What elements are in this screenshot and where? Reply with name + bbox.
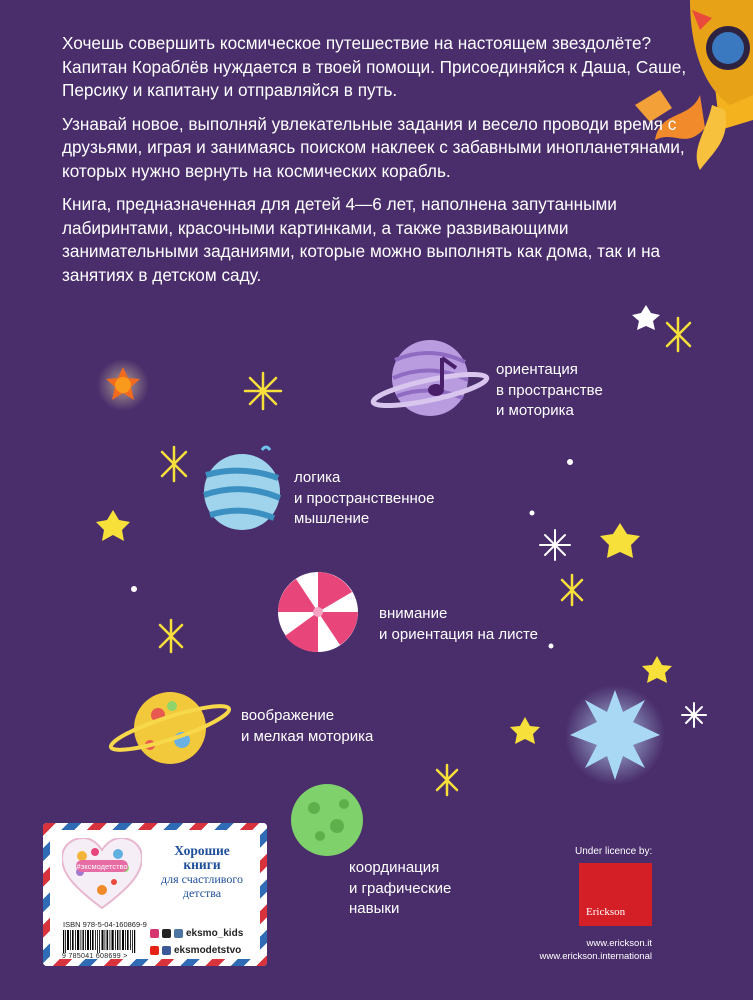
skill-orientation-label: ориентация в пространстве и моторика <box>496 361 603 419</box>
striped-planet-icon <box>204 447 280 530</box>
social-handle: eksmodetstvo <box>174 945 242 956</box>
barcode-number: 9 785041 608699 > <box>62 953 128 960</box>
badge-title-line: детства <box>182 886 222 900</box>
facebook-icon <box>162 946 171 955</box>
skill-imagination-label: воображение и мелкая моторика <box>241 707 374 745</box>
heart-logo <box>62 838 142 910</box>
intro-paragraph: Книга, предназначенная для детей 4—6 лет, наполнена запутанными лабиринтами, красочными картинками, а также развивающими занимательными заданиями, которые можно выполнять как дома, так и на занятиях в детском саду. <box>62 194 661 285</box>
intro-paragraph: Хочешь совершить космическое путешествие на настоящем звездолёте? Капитан Кораблёв нуждается в твоей помощи. Присоединяйся к Даша, Саше, Персику и капитану и отправляйся в путь. <box>62 33 687 100</box>
erickson-url-it: www.erickson.it <box>586 938 652 949</box>
erickson-brand: Erickson <box>586 906 626 918</box>
green-planet-icon <box>291 784 363 856</box>
social-handle: eksmo_kids <box>186 928 244 939</box>
social-kids <box>150 928 243 939</box>
licence-label: Under licence by: <box>575 846 653 857</box>
barcode-image <box>62 930 142 953</box>
skill-attention-label: внимание и ориентация на листе <box>379 605 539 643</box>
badge-title <box>146 844 258 900</box>
ringed-planet-icon <box>108 692 233 764</box>
badge-title-line: книги <box>183 857 221 872</box>
erickson-url-international: www.erickson.international <box>539 951 652 962</box>
svg-text:#эксмодетство: #эксмодетство <box>76 862 128 871</box>
skill-coordination-label: координация и графические навыки <box>349 859 452 917</box>
music-planet-icon <box>371 340 489 416</box>
skill-logic-label: логика и пространственное мышление <box>294 469 435 527</box>
intro-text <box>62 32 692 297</box>
badge-title-line: Хорошие <box>174 843 230 858</box>
candy-planet-icon <box>278 572 358 652</box>
intro-paragraph: Узнавай новое, выполняй увлекательные задания и весело проводи время с друзьями, играя и занимаясь поиском наклеек с забавными инопланетянами, которых нужно вернуть на космических корабль. <box>62 113 685 181</box>
tiktok-icon <box>162 929 171 938</box>
badge-inner <box>50 830 260 959</box>
youtube-icon <box>150 946 159 955</box>
instagram-icon <box>150 929 159 938</box>
badge-title-line: для счастливого <box>161 872 243 886</box>
good-books-badge <box>43 823 267 966</box>
social-detstvo <box>150 945 241 956</box>
erickson-logo <box>579 863 652 926</box>
vk-icon <box>174 929 183 938</box>
isbn-label: ISBN 978-5-04-160869-9 <box>63 920 147 929</box>
